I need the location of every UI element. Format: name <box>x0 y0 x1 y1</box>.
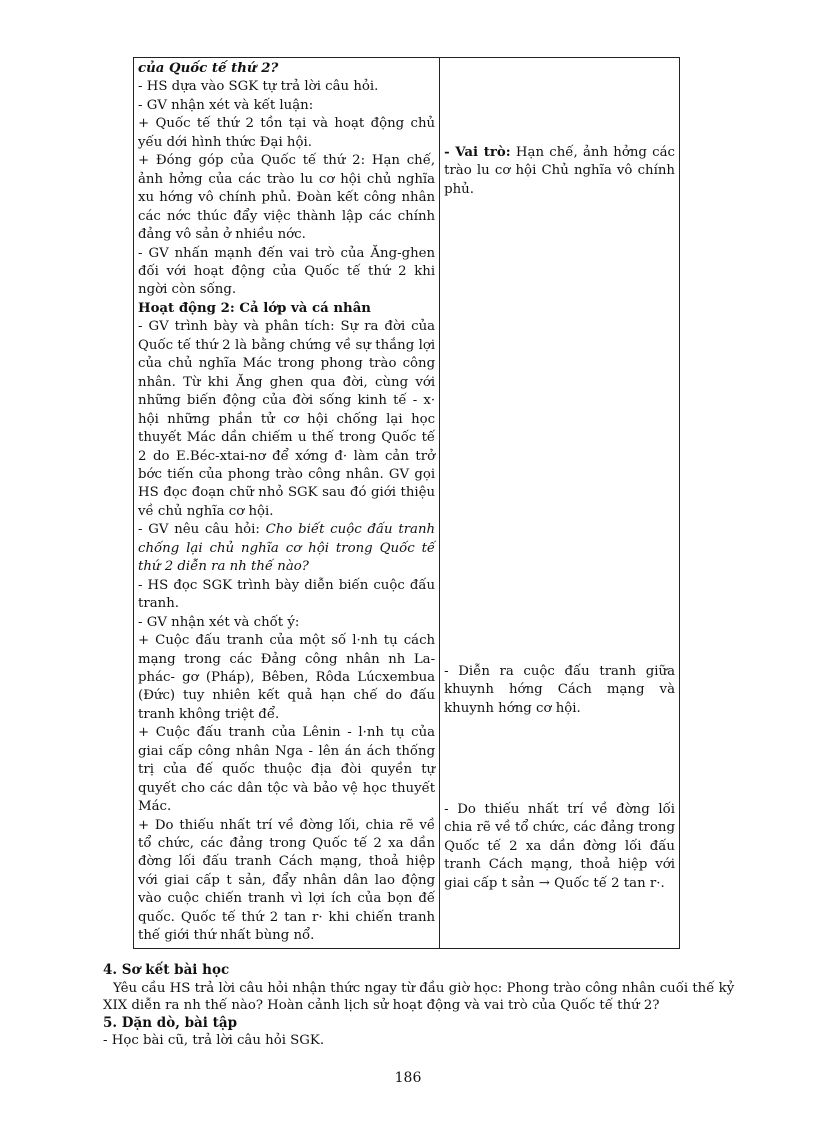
lesson-table <box>133 57 680 949</box>
table-row <box>134 58 680 949</box>
activity-line: - GV nhận xét và chốt ý: <box>138 614 300 630</box>
activity-line: + Cuộc đấu tranh của một số l·nh tụ cách mạng trong các Đảng công nhân nh La-phác- gơ (Pháp), Bêben, Rôda Lúcxembua (Đức) tuy nhiên kết quả hạn chế do đấu tranh không triệt để. <box>138 633 436 722</box>
activity-line: + Quốc tế thứ 2 tồn tại và hoạt động chủ yếu dới hình thức Đại hội. <box>138 116 436 150</box>
question-text: Cho biết cuộc đấu tranh chống lại chủ nghĩa cơ hội trong Quốc tế thứ 2 diễn ra nh thế nào? <box>138 522 436 575</box>
section-4-text <box>103 980 743 1014</box>
activity-line: - GV nhận xét và kết luận: <box>138 97 314 113</box>
key-point-collapse <box>444 801 675 893</box>
page-number: 186 <box>394 1070 422 1086</box>
activity-line: - HS đọc SGK trình bày diễn biến cuộc đấu tranh. <box>138 577 436 612</box>
key-point-text: Hạn chế, ảnh hởng các trào lu cơ hội Chủ nghĩa vô chính phủ. <box>444 145 675 197</box>
teacher-student-activities-cell <box>134 58 440 949</box>
section-4-body: Yêu cầu HS trả lời câu hỏi nhận thức ngay từ đầu giờ học: Phong trào công nhân cuối thế kỷ XIX diễn ra nh thế nào? Hoàn cảnh lịch sử hoạt động và vai trò của Quốc tế thứ 2? <box>103 981 735 1013</box>
section-4-heading: 4. Sơ kết bài học <box>103 962 230 978</box>
activity-heading: Hoạt động 2: Cả lớp và cá nhân <box>138 300 371 316</box>
activity-line: - GV trình bày và phân tích: Sự ra đời của Quốc tế thứ 2 là bằng chứng về sự thắng lợi của chủ nghĩa Mác trong phong trào công nhân. Từ khi Ăng ghen qua đời, cùng với những biến động của đời sống kinh tế - x· hội những phần tử cơ hội chống lại học thuyết Mác dần chiếm u thế trong Quốc tế 2 do E.Béc-xtai-nơ để xớng đ· làm cản trở bớc tiến của phong trào công nhân. GV gọi HS đọc đoạn chữ nhỏ SGK sau đó giới thiệu về chủ nghĩa cơ hội. <box>138 319 436 519</box>
activity-line: - GV nhấn mạnh đến vai trò của Ăng-ghen đối với hoạt động của Quốc tế thứ 2 khi ngời còn sống. <box>138 245 436 298</box>
section-5-heading: 5. Dặn dò, bài tập <box>103 1015 238 1031</box>
activity-line: + Do thiếu nhất trí về đờng lối, chia rẽ về tổ chức, các đảng trong Quốc tế 2 xa dần đờng lối đấu tranh Cách mạng, thoả hiệp với giai cấp t sản, đẩy nhân dân lao động vào cuộc chiến tranh vì lợi ích của bọn đế quốc. Quốc tế thứ 2 tan r· khi chiến tranh thế giới thứ nhất bùng nổ. <box>138 817 436 944</box>
question-tail: của Quốc tế thứ 2? <box>138 61 279 76</box>
activity-line: + Cuộc đấu tranh của Lênin - l·nh tụ của giai cấp công nhân Nga - lên án ách thống trị của đế quốc thuộc địa đòi quyền tự quyết cho các dân tộc và bảo vệ học thuyết Mác. <box>138 725 436 815</box>
key-point-text: - Diễn ra cuộc đấu tranh giữa khuynh hớng Cách mạng và khuynh hớng cơ hội. <box>444 664 675 716</box>
key-point-text: - Do thiếu nhất trí về đờng lối chia rẽ về tổ chức, các đảng trong Quốc tế 2 xa dần đờng lối đấu tranh Cách mạng, thoả hiệp với giai cấp t sản → Quốc tế 2 tan r·. <box>444 802 675 891</box>
key-point-role <box>444 144 675 199</box>
key-knowledge-cell <box>440 58 680 949</box>
section-5-text: - Học bài cũ, trả lời câu hỏi SGK. <box>103 1033 325 1048</box>
question-lead: - GV nêu câu hỏi: <box>138 522 266 538</box>
key-point-struggle <box>444 663 675 718</box>
activity-line: - HS dựa vào SGK tự trả lời câu hỏi. <box>138 79 379 95</box>
key-point-lead: - Vai trò: <box>444 145 511 160</box>
activity-question <box>138 521 435 576</box>
activity-line: + Đóng góp của Quốc tế thứ 2: Hạn chế, ảnh hởng của các trào lu cơ hội chủ nghĩa xu hớng vô chính phủ. Đoàn kết công nhân các nớc thúc đẩy việc thành lập các chính đảng vô sản ở nhiều nớc. <box>138 153 436 243</box>
